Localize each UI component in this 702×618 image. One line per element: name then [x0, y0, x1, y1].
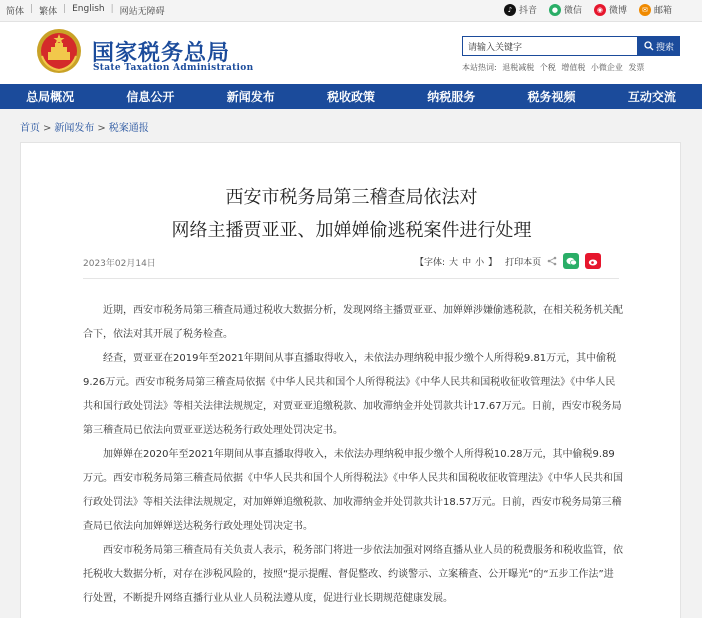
link-traditional[interactable]: 繁体 [39, 7, 58, 17]
social-douyin[interactable]: ♪ 抖音 [504, 3, 537, 16]
nav-item-video[interactable]: 税务视频 [527, 90, 576, 104]
publish-date: 2023年02月14日 [83, 259, 156, 269]
hot-word[interactable]: 小微企业 [590, 63, 623, 72]
font-large[interactable]: 大 [449, 257, 459, 268]
weibo-icon: ◉ [594, 4, 606, 16]
font-small[interactable]: 小 [475, 257, 485, 268]
font-medium[interactable]: 中 [462, 257, 472, 268]
article-title-line1: 西安市税务局第三稽查局依法对 [225, 187, 478, 208]
link-english[interactable]: English [72, 4, 105, 14]
hot-word[interactable]: 增值税 [561, 63, 586, 72]
site-header [0, 22, 702, 84]
nav-item-service[interactable]: 纳税服务 [427, 90, 476, 104]
search-input[interactable] [462, 36, 638, 56]
top-utility-bar [0, 0, 702, 22]
hot-word[interactable]: 个税 [539, 63, 556, 72]
wechat-share-icon[interactable] [563, 253, 579, 269]
breadcrumb-news[interactable]: 新闻发布 [54, 123, 95, 134]
douyin-icon: ♪ [504, 4, 516, 16]
social-weibo[interactable]: ◉ 微博 [594, 3, 627, 16]
nav-item-policy[interactable]: 税收政策 [326, 90, 375, 104]
nav-item-interaction[interactable]: 互动交流 [627, 90, 676, 104]
paragraph: 近期，西安市税务局第三稽查局通过税收大数据分析，发现网络主播贾亚亚、加婵婵涉嫌偷逃税款，在相关税务机关配合下，依法对其开展了税务检查。 [83, 305, 623, 340]
divider [83, 278, 619, 279]
breadcrumb-case[interactable]: 税案通报 [108, 123, 149, 134]
search-button[interactable]: 搜索 [638, 36, 680, 56]
breadcrumb: 首页 > 新闻发布 > 税案通报 [20, 123, 149, 134]
link-simplified[interactable]: 简体 [6, 7, 25, 17]
link-accessibility[interactable]: 网站无障碍 [119, 7, 165, 17]
site-logo-english: State Taxation Administration [93, 63, 254, 73]
language-links: 简体 | 繁体 | English | 网站无障碍 [6, 4, 165, 17]
article-tools [413, 253, 601, 269]
paragraph: 西安市税务局第三稽查局有关负责人表示，税务部门将进一步依法加强对网络直播从业人员的税费服务和税收监管，依托税收大数据分析，对存在涉税风险的，按照“提示提醒、督促整改、约谈警示、立案稽查、公开曝光”的“五步工作法”进行处置，不断提升网络直播行业从业人员税法遵从度，促进行业长期规范健康发展。 [83, 545, 623, 604]
search-icon [644, 41, 654, 51]
paragraph: 经查，贾亚亚在2019年至2021年期间从事直播取得收入，未依法办理纳税申报少缴个人所得税9.81万元，其中偷税9.26万元。西安市税务局第三稽查局依据《中华人民共和国个人所得税法》《中华人民共和国税收征收管理法》《中华人民共和国行政处罚法》等相关法律法规规定，对贾亚亚追缴税款、加收滞纳金并处罚款共计17.67万元。日前，西安市税务局第三稽查局已依法向贾亚亚送达税务行政处理处罚决定书。 [83, 353, 622, 436]
nav-item-news[interactable]: 新闻发布 [226, 90, 275, 104]
social-wechat[interactable]: ● 微信 [549, 3, 582, 16]
hot-word[interactable]: 发票 [628, 63, 645, 72]
nav-item-overview[interactable]: 总局概况 [26, 90, 75, 104]
nav-item-disclosure[interactable]: 信息公开 [126, 90, 175, 104]
share-icon[interactable] [547, 256, 557, 266]
main-nav [0, 84, 702, 109]
paragraph: 加婵婵在2020年至2021年期间从事直播取得收入，未依法办理纳税申报少缴个人所得税10.28万元，其中偷税9.89万元。西安市税务局第三稽查局依据《中华人民共和国个人所得税法》《中华人民共和国税收征收管理法》《中华人民共和国行政处罚法》等相关法律法规规定，对加婵婵追缴税款、加收滞纳金并处罚款共计18.57万元。日前，西安市税务局第三稽查局已依法向加婵婵送达税务行政处理处罚决定书。 [83, 449, 623, 532]
national-emblem-icon[interactable] [36, 28, 82, 74]
site-logo-text[interactable]: 国家税务总局 [92, 41, 231, 66]
breadcrumb-home[interactable]: 首页 [20, 123, 40, 134]
article-body [83, 299, 623, 611]
font-size-switch: 【字体: 大 中 小 】 [415, 257, 498, 268]
wechat-icon: ● [549, 4, 561, 16]
hot-words: 本站热词: 退税减税 个税 增值税 小微企业 发票 [462, 63, 645, 72]
social-links [504, 3, 672, 16]
mail-icon: ✉ [639, 4, 651, 16]
hot-word[interactable]: 退税减税 [502, 63, 535, 72]
article-title-line2: 网络主播贾亚亚、加婵婵偷逃税案件进行处理 [171, 220, 532, 241]
social-mail[interactable]: ✉ 邮箱 [639, 3, 672, 16]
article-card [20, 142, 681, 618]
print-link[interactable]: 打印本页 [505, 257, 542, 268]
weibo-share-icon[interactable] [585, 253, 601, 269]
